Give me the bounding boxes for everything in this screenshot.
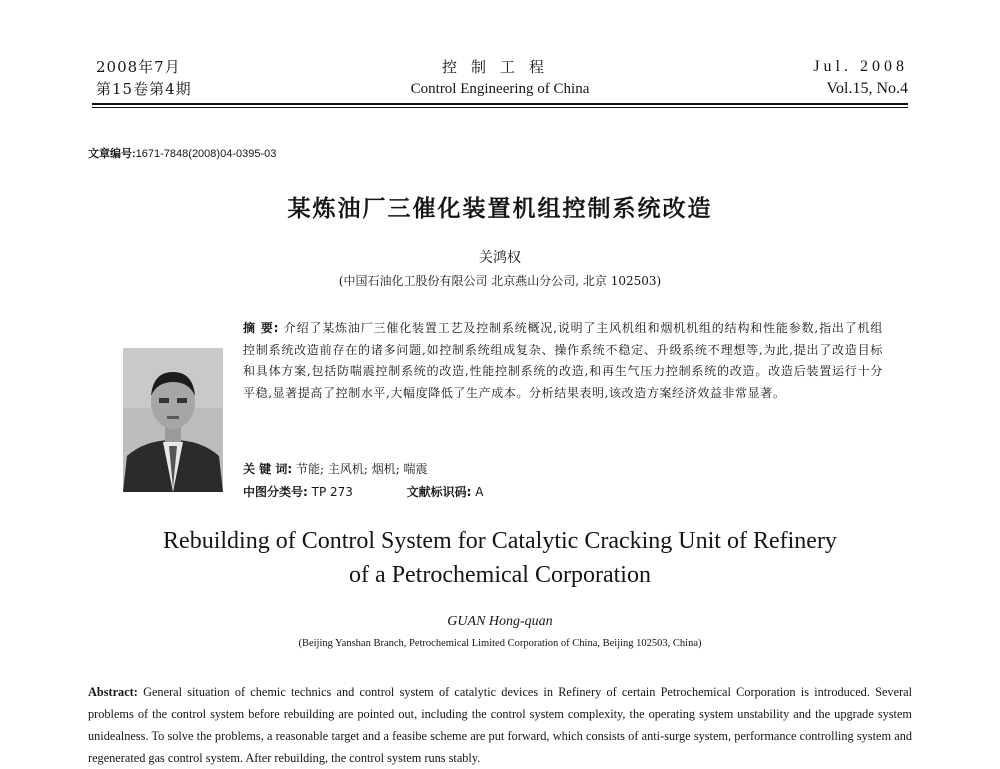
abstract-cn-text: 介绍了某炼油厂三催化装置工艺及控制系统概况,说明了主风机组和烟机机组的结构和性能参数,指出了机组控制系统改造前存在的诸多问题,如控制系统组成复杂、操作系统不稳定、升级系统不理想等,为此,提出了改造目标和具体方案,包括防喘震控制系统的改造,性能控制系统的改造,和再生气压力控制系统的改造。改造后装置运行十分平稳,显著提高了控制水平,大幅度降低了生产成本。分析结果表明,该改造方案经济效益非常显著。 [243,321,883,400]
clc-value: TP 273 [311,485,353,499]
keywords-cn-label: 关 键 词: [243,462,293,476]
author-portrait-icon [123,348,223,492]
issue-date-en: Jul. 2008 [813,58,908,75]
title-cn: 某炼油厂三催化装置机组控制系统改造 [287,196,713,222]
journal-name [330,56,670,100]
issue-date: 2008年7月 [96,58,181,76]
article-number [88,145,276,161]
journal-date-volume-en [813,56,908,100]
classification [243,483,483,500]
article-number-value: 1671-7848(2008)04-0395-03 [135,148,277,160]
author-cn: 关鸿权 [479,250,521,266]
keywords-cn [243,460,428,477]
abstract-en [88,681,912,769]
abstract-cn [243,318,883,404]
abstract-en-label: Abstract: [88,685,138,699]
journal-name-en: Control Engineering of China [410,81,590,97]
journal-date-volume [96,56,192,100]
clc-label: 中图分类号: [243,485,308,499]
article-number-label: 文章编号: [88,148,136,160]
journal-name-cn: 控制工程 [441,58,558,76]
affiliation-en: (Beijing Yanshan Branch, Petrochemical Limited Corporation of China, Beijing 102503, China) [298,638,702,649]
author-photo [123,348,223,492]
author-en: GUAN Hong-quan [447,614,553,629]
volume-issue-en: Vol.15, No.4 [826,80,908,97]
doc-code-label: 文献标识码: [406,485,472,499]
volume-issue-cn: 第15卷第4期 [96,80,192,98]
doc-code-value: A [475,485,484,499]
abstract-en-text: General situation of chemic technics and control system of catalytic devices in Refinery of certain Petrochemical Corporation is introduced. Several problems of the control system before rebuilding are pointed out, including the control system complexity, the operating system unstability and the upgrade system unidealness. To solve the problems, a reasonable target and a feasibe scheme are put forward, which consists of anti-surge system, performance controlling system and regenerated gas control system. After rebuilding, the control system runs stably. [88,685,912,765]
title-en-line1: Rebuilding of Control System for Catalytic Cracking Unit of Refinery [163,528,837,554]
header-rule-thick [92,103,908,105]
header-rule-thin [92,107,908,108]
keywords-cn-text: 节能; 主风机; 烟机; 喘震 [295,462,428,476]
title-en [0,524,1000,592]
title-en-line2: of a Petrochemical Corporation [349,562,651,588]
affiliation-cn: (中国石油化工股份有限公司 北京燕山分公司, 北京 102503) [338,274,662,288]
abstract-cn-label: 摘 要: [243,321,280,335]
